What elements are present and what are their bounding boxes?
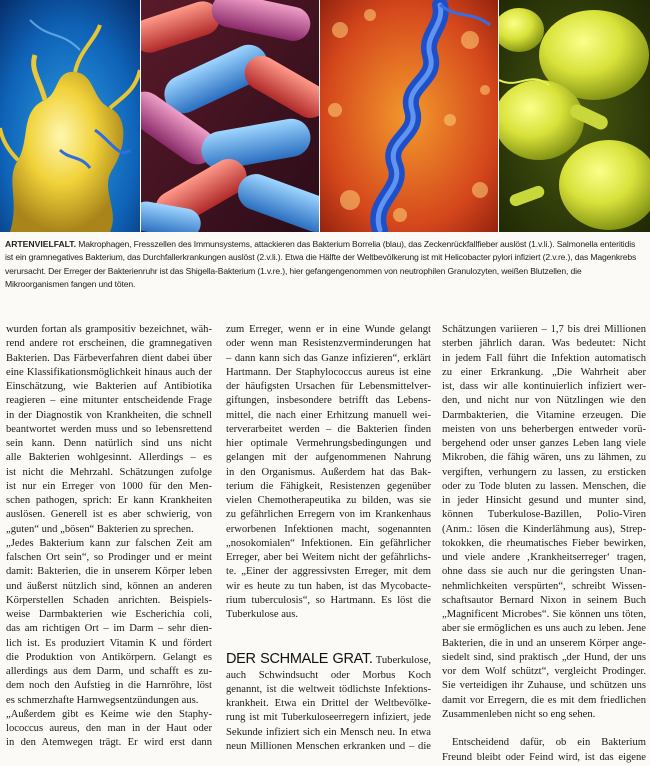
- text-line: Hartmann. Der Staphylococcus aureus ist eine: [226, 366, 431, 378]
- text-line: können Tuberkulose-Bazillen, Polio-Viren: [442, 509, 646, 521]
- image-caption: [5, 238, 645, 291]
- text-line: schen pathogen, sprich: Er kann Krankheiten: [6, 495, 212, 506]
- section-subhead-line: [226, 652, 431, 668]
- text-line: weise Darmbakterien wie Escherichia coli,: [6, 609, 212, 620]
- text-line: vergiften, verhungern zu lassen, zu ersticken: [442, 466, 646, 478]
- text-line: in den Atemwegen trägt. Er wird erst dann: [6, 737, 212, 749]
- text-line: damit: Bakterien, die in unserem Körper leben: [6, 566, 212, 578]
- shigella-image: [499, 0, 650, 232]
- text-line: lich ist. Es produziert Vitamin K und fördert: [6, 637, 212, 649]
- text-line: Zusammenleben nicht so eng sehen.: [442, 708, 596, 720]
- text-line: auch Schwindsucht oder Morbus Koch: [226, 669, 431, 681]
- text-line: aber sie ermöglichen es uns auch zu leben. Jene: [442, 623, 646, 635]
- text-line: zum Erreger, wenn er in eine Wunde gelangt: [226, 324, 431, 335]
- text-line: Bakterien. Das Färbeverfahren dient dabei über: [6, 352, 212, 364]
- text-line: der häufigsten Ursachen für Lebensmittelver-: [226, 381, 431, 392]
- text-line: wurden fortan als grampositiv bezeichnet, wäh-: [6, 324, 212, 335]
- text-line: reagieren – eine mitunter entscheidende Frage: [6, 395, 212, 407]
- text-line: damit vor Erregern, die es mit dem friedlichen: [442, 694, 646, 706]
- text-line: und viele andere ‚Krankheitserreger‘ tragen,: [442, 552, 646, 563]
- text-line: ohne dass sie auch nur die geringsten Unan-: [442, 566, 646, 578]
- text-line: in den Organismus. Außerdem hat das Bak-: [226, 466, 431, 478]
- section-first-words: Tuberkulose,: [372, 655, 431, 667]
- text-line: rium tuberculosis“, so Hartmann. Es löst die: [226, 594, 431, 606]
- text-line: rend andere rot erscheinen, die gramnegativen: [6, 338, 212, 350]
- text-line: Tuberkulose aus.: [226, 609, 298, 620]
- macrophage-image: [0, 0, 140, 232]
- text-line: in jeder Hinsicht gesund und munter sind,: [442, 495, 646, 506]
- image-strip: [0, 0, 650, 232]
- text-line: falschen Ort sein“, so Prodinger und er meint: [6, 552, 212, 563]
- text-line: bergehend oder unser ganzes Leben lang viele: [442, 438, 646, 449]
- text-line: ist nicht die Mehrzahl. Schätzungen zufolge: [6, 466, 212, 478]
- text-line: hier optimale Vermehrungsbedingungen und: [226, 438, 431, 449]
- article-column-1: [6, 323, 212, 766]
- text-line: – dann kann sich das Ganze infizieren“, erklärt: [226, 352, 431, 364]
- text-line: auslösen. Generell ist es aber schwierig, von: [6, 509, 212, 521]
- text-line: meisten von uns beherbergen entweder vorü-: [442, 423, 646, 435]
- text-line: allerdings aus dem Darm, und schafft es zu-: [6, 666, 212, 677]
- text-line: Sekunde infiziert sich ein Mensch neu. In etwa: [226, 726, 431, 738]
- text-line: dem noch den Aufstieg in die Harnröhre, löst: [6, 680, 212, 692]
- text-line: Freund bleibt oder Feind wird, ist das eigene: [442, 751, 646, 763]
- text-line: ist, dass wir alle kontinuierlich infiziert wer-: [442, 381, 646, 392]
- text-line: ist nur ein Erreger von 1000 für den Men-: [6, 480, 212, 492]
- text-line: siedelt sind, sind praktisch „der Hund, der uns: [442, 651, 646, 663]
- text-line: neun Millionen Menschen erkranken und – die: [226, 740, 431, 752]
- text-line: te. „Einer der aggressivsten Erreger, mit dem: [226, 566, 431, 578]
- text-line: Bakterien, die in und an unserem Körper ange-: [442, 637, 646, 649]
- text-line: in jedem Fall führt die Infektion automatisch: [442, 352, 646, 364]
- text-line: Mikroben, die fähig wären, uns zu lähmen, zu: [442, 452, 646, 464]
- caption-lead: ARTENVIELFALT.: [5, 239, 76, 249]
- text-line: Einschätzung, wie Bakterien auf Antibiotika: [6, 381, 212, 392]
- text-line: tokokken, die rheumatisches Fieber bewirken,: [442, 537, 646, 549]
- text-line: zu einer Erkrankung. „Die Wahrheit aber: [442, 366, 646, 378]
- caption-text: Makrophagen, Fresszellen des Immunsystems, attackieren das Bakterium Borrelia (blau), das Zeckenrückfallfieber auslöst (1.v.li.). Salmonella enteritidis ist ein gramnegatives Bakterium, das Durchfallerkrankungen auslöst (2.v.li.). Etwa die Hälfte der Weltbevölkerung ist mit Helicobacter pylori infiziert (2.v.re.), das Magenkrebs verursacht. Der Erreger der Bakterienruhr ist das Shigella-Bakterium (1.v.re.), hier gefangengenommen von neutrophilen Granulozyten, weißen Blutzellen, die Mikroorganismen fangen und töten.: [5, 239, 637, 289]
- text-line: zu gefährlichen Erregern von im Krankenhaus: [226, 509, 431, 521]
- text-line: eine Klassifikationsmöglichkeit hinaus auch der: [6, 366, 212, 378]
- section-subhead: DER SCHMALE GRAT.: [226, 651, 373, 668]
- text-line: das am richtigen Ort – im Darm – sehr dien-: [6, 623, 212, 635]
- text-line: den, und nicht nur von Nützlingen wie den: [442, 395, 646, 407]
- text-line: „guten“ und „bösen“ Bakterien zu sprechen.: [6, 523, 194, 535]
- text-line: die Produktion von Antikörpern. Gelangt es: [6, 651, 212, 663]
- text-line: Erreger, aber bei Weitem nicht der gefährlichs-: [226, 552, 431, 563]
- text-line: vor dem Wolf schützt“, vergleicht Prodinger.: [442, 666, 646, 677]
- text-line: „Jedes Bakterium kann zur falschen Zeit am: [6, 537, 212, 549]
- text-line: nehmlichkeiten verspürten“, schreibt Wissen-: [442, 580, 646, 592]
- text-line: und äußerst nützlich sind, können an anderen: [6, 580, 212, 592]
- text-line: „Außerdem gibt es Keime wie den Staphy-: [6, 708, 212, 720]
- text-line: rung ist mit Tuberkuloseerregern infiziert, jede: [226, 712, 431, 724]
- text-line: giftungen, insbesondere betrifft das Lebens-: [226, 395, 431, 407]
- text-line: erworbenen Infektionen macht, sogenannten: [226, 523, 431, 535]
- text-line: lococcus aureus, den man in der Haut oder: [6, 723, 212, 734]
- text-line: mittel, die nach einer Erhitzung manuell wei-: [226, 409, 431, 421]
- text-line: krankheit. Etwa ein Drittel der Weltbevölke-: [226, 698, 431, 709]
- text-line: wir es heute zu tun haben, ist das Mycobacte-: [226, 580, 431, 592]
- text-line: schaftsautor Bernard Nixon in seinem Buch: [442, 594, 646, 606]
- text-line: „Magnificent Microbes“. Sie können uns töten,: [442, 609, 646, 620]
- text-line: in der Diagnostik von Krankheiten, die schnell: [6, 409, 212, 421]
- text-line: Sie verteidigen ihr Zuhause, und schützen uns: [442, 680, 646, 692]
- text-line: sein kann. Denn natürlich sind uns nicht: [6, 438, 212, 449]
- text-line: Darmbakterien, die Vitamine erzeugen. Die: [442, 409, 646, 421]
- article-column-2: [226, 323, 431, 766]
- text-line: oder zu Tode bluten zu lassen. Menschen, die: [442, 480, 646, 492]
- text-line: sterben jährlich daran. Was bedeutet: Nicht: [442, 338, 646, 350]
- text-line: alle Bakterien wohlgesinnt. Allerdings – es: [6, 452, 212, 464]
- text-line: es schmerzhafte Harnwegsentzündungen aus.: [6, 694, 199, 706]
- text-line: gelangen mit der aufgenommenen Nahrung: [226, 452, 431, 464]
- text-line: Körperstellen Schaden anrichten. Beispiels-: [6, 594, 212, 606]
- text-line: Schätzungen variieren – 1,7 bis drei Millionen: [442, 324, 646, 335]
- text-line: terverarbeitet werden – die Bakterien finden: [226, 423, 431, 435]
- salmonella-image: [141, 0, 319, 232]
- text-line: beantwortet werden muss und so lebensrettend: [6, 423, 212, 435]
- text-line: (Anm.: lösen die Kinderlähmung aus), Strep-: [442, 523, 646, 535]
- text-line: „nosokomialen“ Infektionen. Ein gefährlicher: [226, 537, 431, 549]
- helicobacter-image: [320, 0, 498, 232]
- text-line: Entscheidend dafür, ob ein Bakterium: [452, 737, 646, 749]
- text-line: oder wenn man Resistenzverminderungen hat: [226, 338, 431, 350]
- text-line: genannt, ist die weltweit tödlichste Infektions-: [226, 683, 431, 695]
- text-line: vielen Chemotherapeutika zu bilden, was sie: [226, 495, 431, 506]
- article-column-3: [442, 323, 646, 766]
- text-line: terium die Fähigkeit, Resistenzen gegenüber: [226, 480, 431, 492]
